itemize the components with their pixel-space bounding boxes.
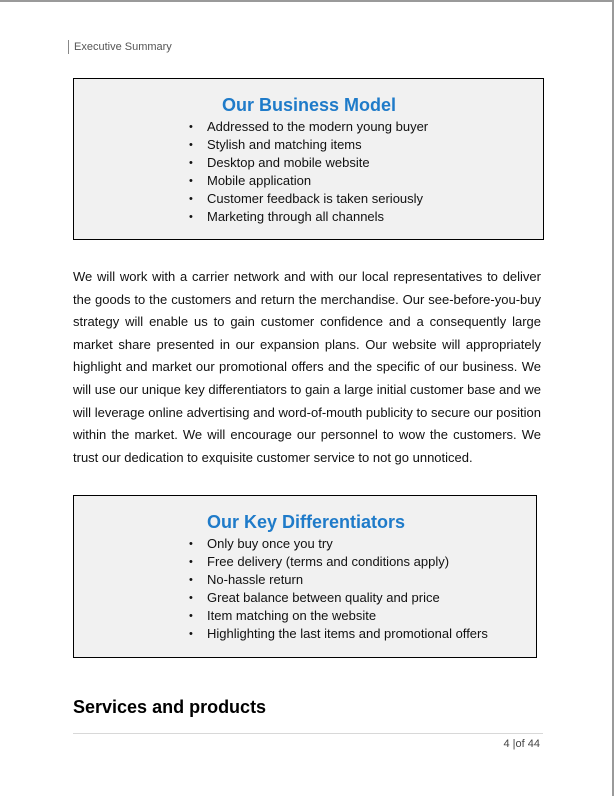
- bullet-icon: •: [189, 193, 193, 205]
- list-item: • Stylish and matching items: [189, 137, 362, 152]
- footer-divider: [73, 733, 543, 734]
- key-differentiators-title: Our Key Differentiators: [207, 512, 406, 532]
- bullet-icon: •: [189, 610, 193, 622]
- bullet-icon: •: [189, 175, 193, 187]
- bullet-icon: •: [189, 628, 193, 640]
- list-item: • Great balance between quality and price: [189, 590, 440, 605]
- list-item: • No-hassle return: [189, 572, 304, 587]
- key-differentiators-box: [73, 495, 537, 658]
- bullet-icon: •: [189, 157, 193, 169]
- bullet-icon: •: [189, 592, 193, 604]
- bullet-icon: •: [189, 556, 193, 568]
- section-heading: Services and products: [73, 697, 267, 717]
- bullet-icon: •: [189, 211, 193, 223]
- list-item: • Only buy once you try: [189, 536, 333, 551]
- list-item: • Highlighting the last items and promotional offers: [189, 626, 488, 641]
- business-model-box: [73, 78, 544, 240]
- bullet-icon: •: [189, 121, 193, 133]
- list-item: • Marketing through all channels: [189, 209, 385, 224]
- body-paragraph: We will work with a carrier network and with our local representatives to deliver the goods to the customers and return the merchandise. Our see-before-you-buy strategy will enable us to gain customer confidence and a consequently large market share presented in our expansion plans. Our website will appropriately highlight and market our promotional offers and the specific of our business. We will use our unique key differentiators to gain a large initial customer base and we will leverage online advertising and word-of-mouth publicity to secure our position within the market. We will encourage our personnel to wow the customers. We trust our dedication to exquisite customer service to not go unnoticed.: [73, 269, 541, 465]
- bullet-icon: •: [189, 538, 193, 550]
- bullet-icon: •: [189, 574, 193, 586]
- business-model-list: [189, 118, 428, 226]
- list-item: • Addressed to the modern young buyer: [189, 119, 429, 134]
- key-differentiators-list: [189, 535, 488, 643]
- bullet-icon: •: [189, 139, 193, 151]
- list-item: • Customer feedback is taken seriously: [189, 191, 424, 206]
- running-header: Executive Summary: [68, 40, 172, 54]
- business-model-title: Our Business Model: [222, 95, 397, 115]
- page-number: 4 |of 44: [503, 738, 540, 750]
- list-item: • Item matching on the website: [189, 608, 377, 623]
- list-item: • Mobile application: [189, 173, 312, 188]
- list-item: • Desktop and mobile website: [189, 155, 370, 170]
- list-item: • Free delivery (terms and conditions apply): [189, 554, 450, 569]
